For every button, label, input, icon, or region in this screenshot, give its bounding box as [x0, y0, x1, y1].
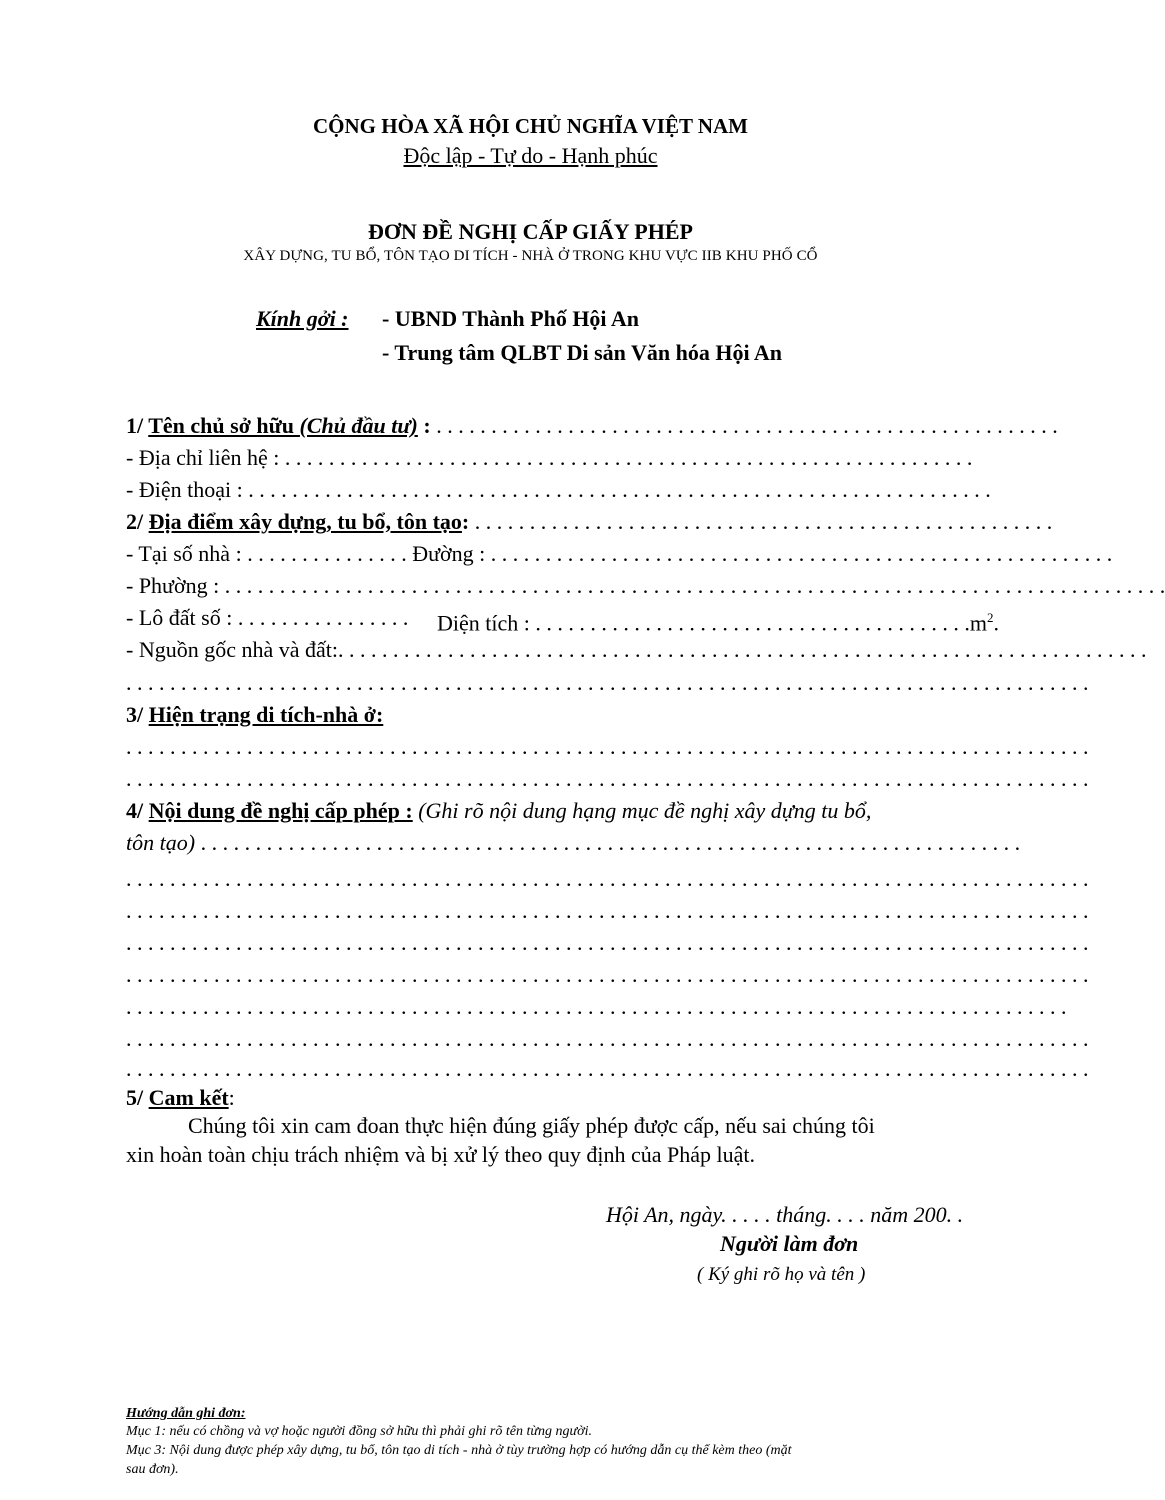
request-field-line-3[interactable]: . . . . . . . . . . . . . . . . . . . . . . . . . . . . . . . . . . . . . . . . . . . . . . . . . . . . . . . . . . . . . . . . . . . . . . . . . . . . . . . . . . . . . . . .	[126, 898, 1089, 923]
area-end: .	[993, 610, 999, 636]
location-field[interactable]: . . . . . . . . . . . . . . . . . . . . . . . . . . . . . . . . . . . . . . . . . . . . . . . . . . . . .	[474, 509, 1053, 534]
section-4-note: (Ghi rõ nội dung hạng mục đề nghị xây dựng tu bổ,	[418, 798, 872, 823]
area-field[interactable]: . . . . . . . . . . . . . . . . . . . . . . . . . . . . . . . . . . . . . . . .	[535, 610, 970, 636]
phone-row	[126, 477, 991, 503]
street-field[interactable]: . . . . . . . . . . . . . . . . . . . . . . . . . . . . . . . . . . . . . . . . . . . . . . . . . . . . . . . . .	[490, 541, 1113, 566]
address-label: - Địa chỉ liên hệ :	[126, 445, 280, 470]
section-3-title: Hiện trạng di tích-nhà ở:	[148, 702, 384, 727]
section-1-title: Tên chủ sở hữu	[148, 413, 300, 438]
ward-field[interactable]: . . . . . . . . . . . . . . . . . . . . . . . . . . . . . . . . . . . . . . . . . . . . . . . . . . . . . . . . . . . . . . . . . . . . . . . . . . . . . . . . . . . . . .	[224, 573, 1165, 598]
street-label: Đường :	[412, 541, 486, 566]
guide-heading: Hướng dẫn ghi đơn:	[126, 1406, 246, 1421]
signer-title: Người làm đơn	[720, 1231, 859, 1256]
section-1-heading	[126, 413, 1058, 439]
ward-label: - Phường :	[126, 573, 220, 598]
phone-field[interactable]: . . . . . . . . . . . . . . . . . . . . . . . . . . . . . . . . . . . . . . . . . . . . . . . . . . . . . . . . . . . . . . . . . . . .	[248, 477, 991, 502]
origin-row	[126, 637, 1147, 663]
national-motto: Độc lập - Tự do - Hạnh phúc	[403, 143, 658, 168]
area-unit-exponent: 2	[987, 610, 994, 625]
section-1-title-note: (Chủ đầu tư)	[299, 413, 418, 438]
request-field-line-8[interactable]: . . . . . . . . . . . . . . . . . . . . . . . . . . . . . . . . . . . . . . . . . . . . . . . . . . . . . . . . . . . . . . . . . . . . . . . . . . . . . . . . . . . . . . . .	[126, 1056, 1089, 1081]
request-field-line-7[interactable]: . . . . . . . . . . . . . . . . . . . . . . . . . . . . . . . . . . . . . . . . . . . . . . . . . . . . . . . . . . . . . . . . . . . . . . . . . . . . . . . . . . . . . . . .	[126, 1026, 1089, 1051]
house-number-label: - Tại số nhà :	[126, 541, 242, 566]
address-field[interactable]: . . . . . . . . . . . . . . . . . . . . . . . . . . . . . . . . . . . . . . . . . . . . . . . . . . . . . . . . . . . . . . .	[284, 445, 973, 470]
area-group	[437, 605, 999, 636]
section-2-heading	[126, 509, 1052, 535]
form-title: ĐƠN ĐỀ NGHỊ CẤP GIẤY PHÉP	[368, 219, 693, 244]
house-number-field[interactable]: . . . . . . . . . . . . . . .	[247, 541, 407, 566]
phone-label: - Điện thoại :	[126, 477, 243, 502]
request-field-line-2[interactable]: . . . . . . . . . . . . . . . . . . . . . . . . . . . . . . . . . . . . . . . . . . . . . . . . . . . . . . . . . . . . . . . . . . . . . . . . . . . . . . . . . . . . . . . .	[126, 866, 1089, 891]
origin-field[interactable]: . . . . . . . . . . . . . . . . . . . . . . . . . . . . . . . . . . . . . . . . . . . . . . . . . . . . . . . . . . . . . . . . . . . . . . . . . .	[338, 637, 1147, 662]
section-5-number: 5/	[126, 1085, 149, 1110]
nation-header: CỘNG HÒA XÃ HỘI CHỦ NGHĨA VIỆT NAM	[312, 114, 749, 138]
lot-area-row	[126, 605, 408, 631]
recipient-label: Kính gởi :	[256, 306, 349, 331]
section-3-number: 3/	[126, 702, 149, 727]
section-4-heading	[126, 798, 871, 824]
origin-field-line-2[interactable]: . . . . . . . . . . . . . . . . . . . . . . . . . . . . . . . . . . . . . . . . . . . . . . . . . . . . . . . . . . . . . . . . . . . . . . . . . . . . . . . . . . . . . . . .	[126, 670, 1089, 695]
section-3-heading	[126, 702, 383, 728]
origin-label: - Nguồn gốc nhà và đất:	[126, 637, 338, 662]
section-1-number: 1/	[126, 413, 149, 438]
section-1-colon: :	[417, 413, 431, 438]
section-5-title: Cam kết	[148, 1085, 229, 1110]
request-field-line-4[interactable]: . . . . . . . . . . . . . . . . . . . . . . . . . . . . . . . . . . . . . . . . . . . . . . . . . . . . . . . . . . . . . . . . . . . . . . . . . . . . . . . . . . . . . . . .	[126, 930, 1089, 955]
commitment-line-1: Chúng tôi xin cam đoan thực hiện đúng giấy phép được cấp, nếu sai chúng tôi	[188, 1113, 875, 1138]
section-2-colon: :	[461, 509, 470, 534]
area-label: Diện tích :	[437, 610, 530, 636]
owner-name-field[interactable]: . . . . . . . . . . . . . . . . . . . . . . . . . . . . . . . . . . . . . . . . . . . . . . . . . . . . . . . . .	[436, 413, 1058, 438]
section-2-title: Địa điểm xây dựng, tu bổ, tôn tạo	[148, 509, 462, 534]
section-5-heading	[126, 1085, 235, 1111]
date-line: Hội An, ngày. . . . . tháng. . . . năm 200. .	[606, 1202, 964, 1227]
section-4-title: Nội dung đề nghị cấp phép :	[148, 798, 413, 823]
status-field-line-2[interactable]: . . . . . . . . . . . . . . . . . . . . . . . . . . . . . . . . . . . . . . . . . . . . . . . . . . . . . . . . . . . . . . . . . . . . . . . . . . . . . . . . . . . . . . . .	[126, 766, 1089, 791]
guide-item-3-cont: sau đơn).	[126, 1462, 179, 1477]
form-subtitle: XÂY DỰNG, TU BỔ, TÔN TẠO DI TÍCH - NHÀ Ở TRONG KHU VỰC IIB KHU PHỐ CỔ	[243, 248, 818, 264]
section-5-colon: :	[228, 1085, 235, 1110]
request-field-line-5[interactable]: . . . . . . . . . . . . . . . . . . . . . . . . . . . . . . . . . . . . . . . . . . . . . . . . . . . . . . . . . . . . . . . . . . . . . . . . . . . . . . . . . . . . . . . .	[126, 962, 1089, 987]
section-2-number: 2/	[126, 509, 149, 534]
section-4-note-cont: tôn tạo)	[126, 830, 196, 855]
lot-field[interactable]: . . . . . . . . . . . . . . . .	[237, 605, 409, 630]
request-field-line-1[interactable]: . . . . . . . . . . . . . . . . . . . . . . . . . . . . . . . . . . . . . . . . . . . . . . . . . . . . . . . . . . . . . . . . . . . . . . . . . . .	[200, 830, 1021, 855]
status-field-line-1[interactable]: . . . . . . . . . . . . . . . . . . . . . . . . . . . . . . . . . . . . . . . . . . . . . . . . . . . . . . . . . . . . . . . . . . . . . . . . . . . . . . . . . . . . . . . .	[126, 734, 1089, 759]
signature-instruction: ( Ký ghi rõ họ và tên )	[697, 1264, 866, 1285]
address-row	[126, 445, 972, 471]
house-street-row	[126, 541, 1112, 567]
request-field-line-6[interactable]: . . . . . . . . . . . . . . . . . . . . . . . . . . . . . . . . . . . . . . . . . . . . . . . . . . . . . . . . . . . . . . . . . . . . . . . . . . . . . . . . . . . . . .	[126, 994, 1067, 1019]
area-unit: m	[969, 610, 987, 636]
lot-label: - Lô đất số :	[126, 605, 233, 630]
guide-item-1: Mục 1: nếu có chồng và vợ hoặc người đồng sở hữu thì phải ghi rõ tên từng người.	[126, 1424, 592, 1439]
commitment-line-2: xin hoàn toàn chịu trách nhiệm và bị xử lý theo quy định của Pháp luật.	[126, 1142, 756, 1167]
recipient-2: - Trung tâm QLBT Di sản Văn hóa Hội An	[382, 340, 782, 365]
recipient-1: - UBND Thành Phố Hội An	[382, 306, 639, 331]
guide-item-3: Mục 3: Nội dung được phép xây dựng, tu bổ, tôn tạo di tích - nhà ở tùy trường hợp có hướng dẫn cụ thể kèm theo (mặt	[126, 1443, 792, 1458]
ward-row	[126, 573, 1165, 599]
section-4-number: 4/	[126, 798, 149, 823]
section-4-note-row	[126, 830, 1020, 856]
